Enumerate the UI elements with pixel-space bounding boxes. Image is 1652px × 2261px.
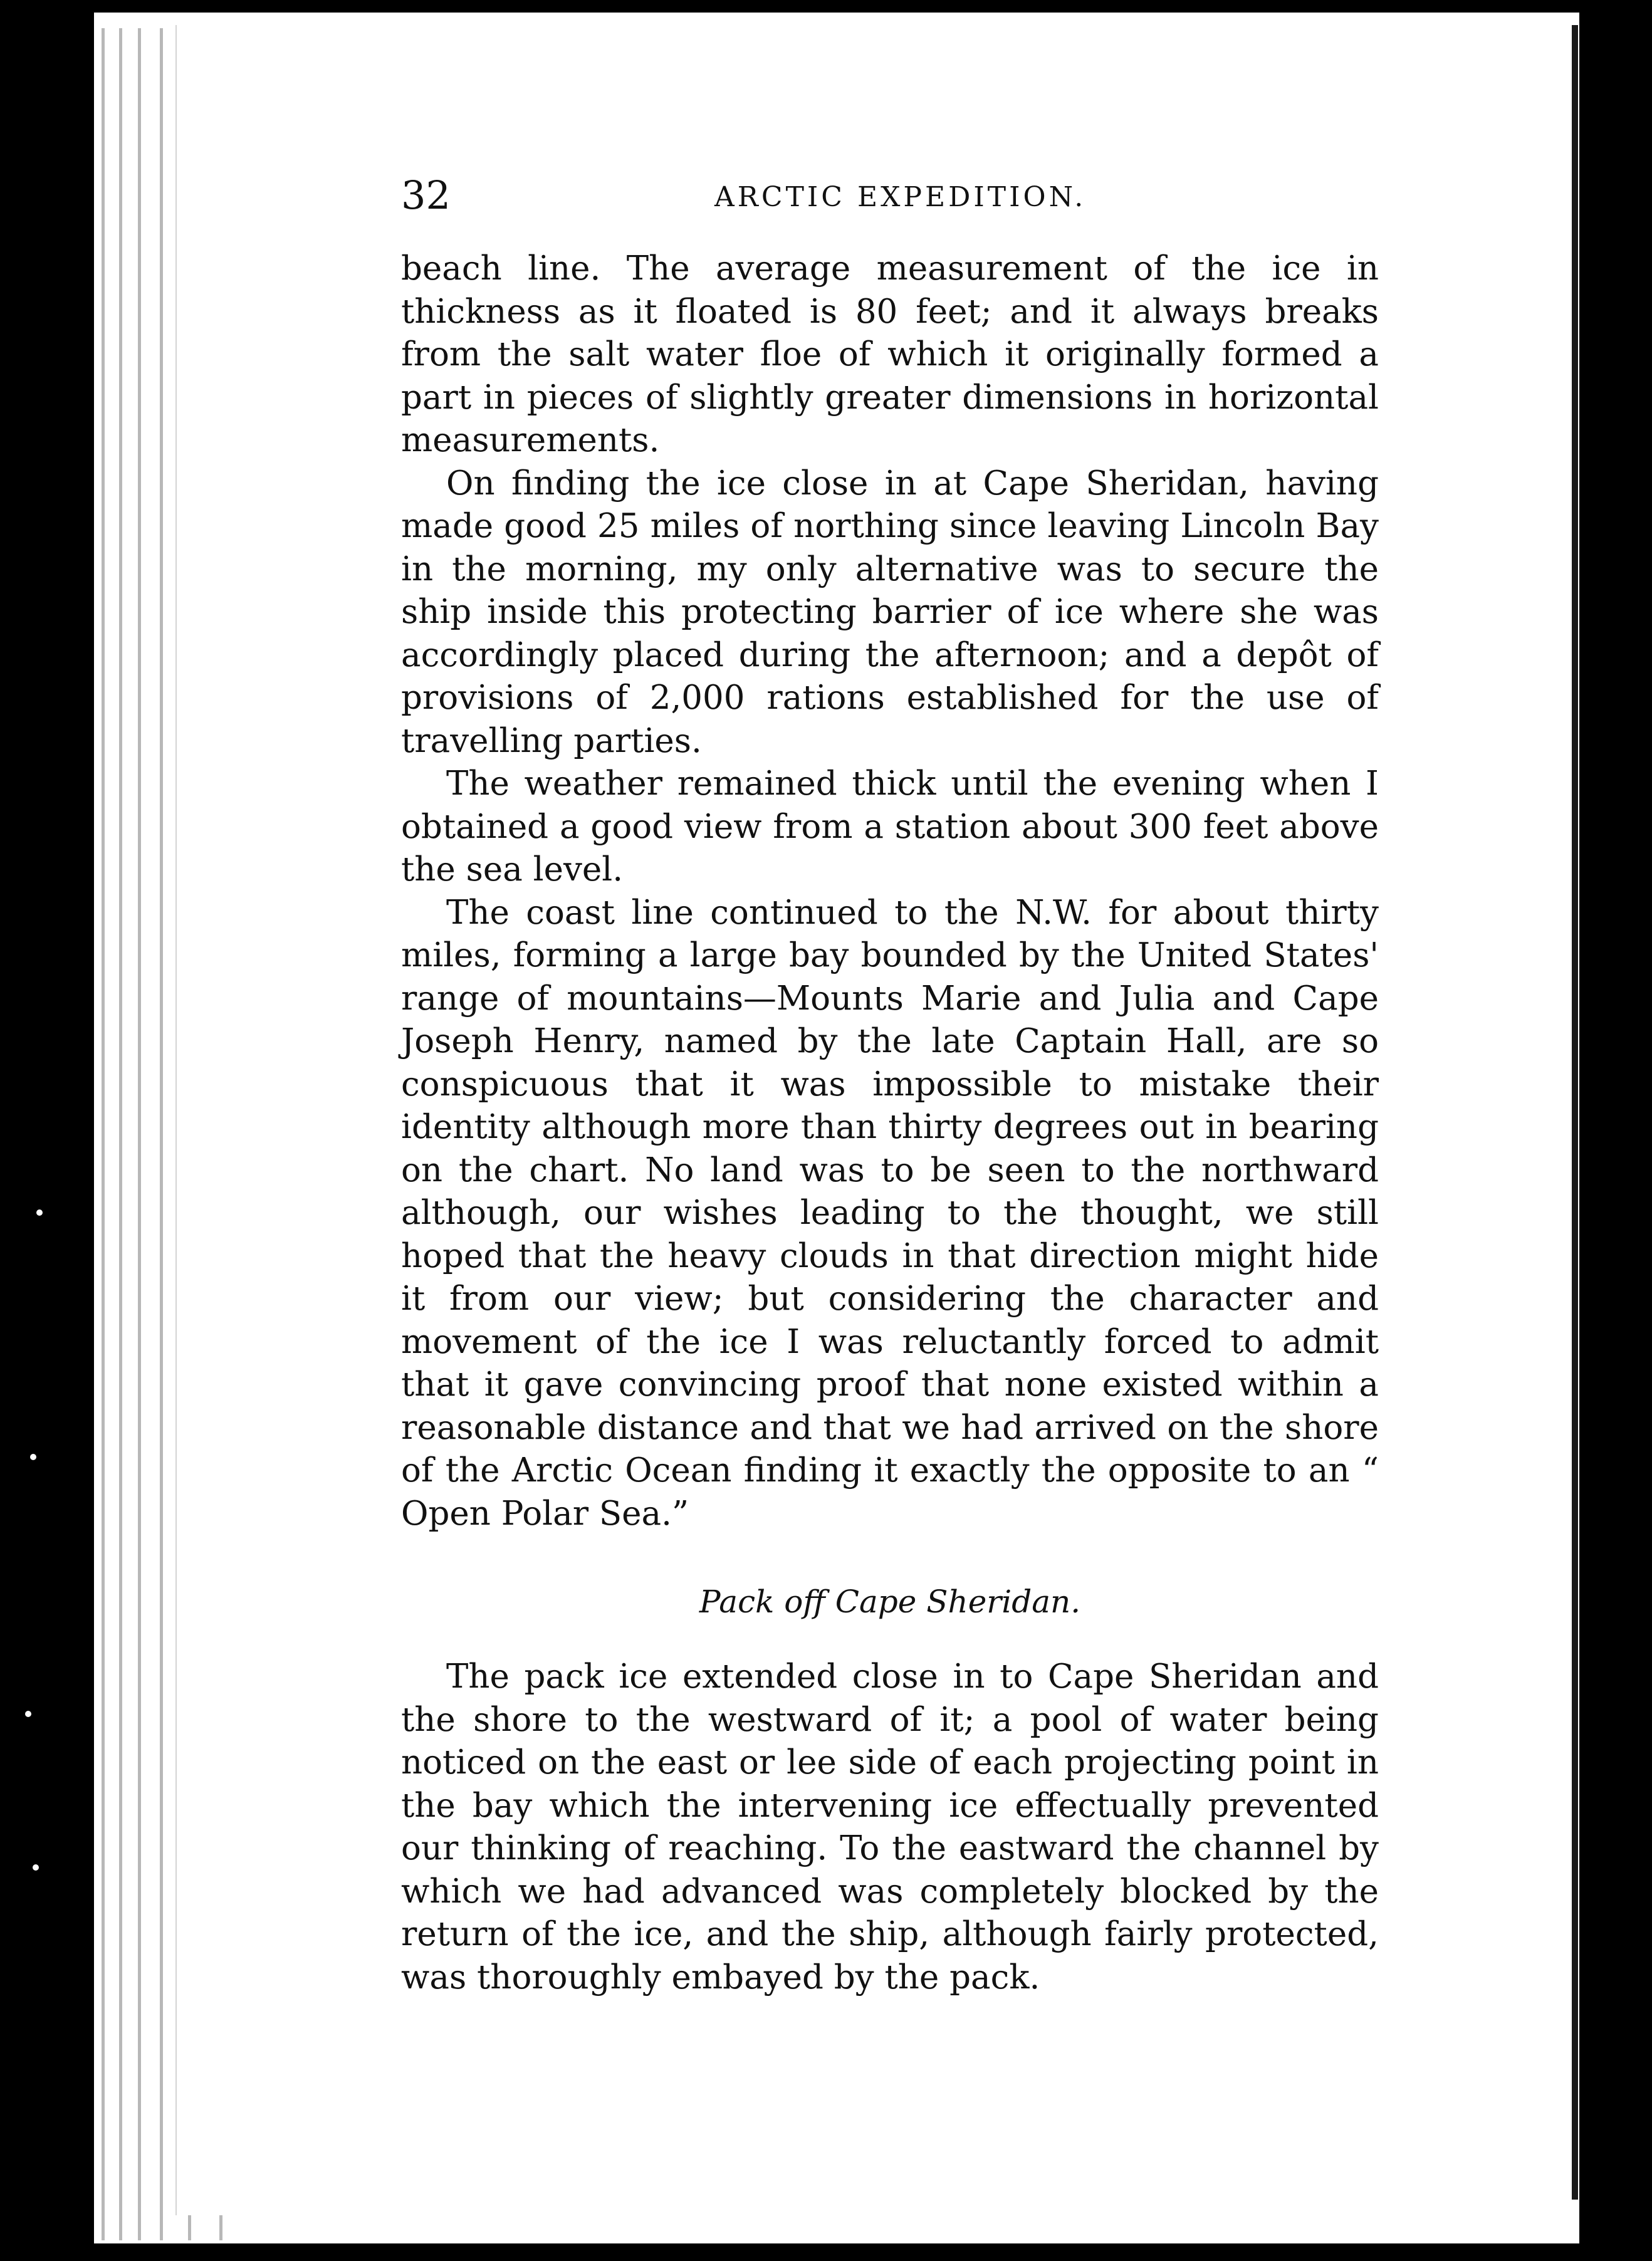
scan-dust-mark bbox=[30, 1454, 36, 1460]
body-text bbox=[401, 248, 1379, 1999]
page-gutter-shadow bbox=[1572, 25, 1578, 2200]
page-edge bbox=[138, 28, 141, 2240]
paragraph: beach line. The average measurement of the ice in thickness as it floated is 80 feet; and it always breaks from the salt water floe of which it originally formed a part in pieces of slightly greater dimensions in horizontal measurements. bbox=[401, 249, 1379, 459]
paragraph: The pack ice extended close in to Cape Sheridan and the shore to the westward of it; a pool of water being noticed on the east or lee side of each projecting point in the bay which the intervening ice effectually prevented our thinking of reaching. To the eastward the channel by which we had advanced was completely blocked by the return of the ice, and the ship, although fairly protected, was thoroughly embayed by the pack. bbox=[401, 1658, 1379, 1997]
paragraph: The coast line continued to the N.W. for about thirty miles, forming a large bay bounded by the United States' range of mountains—Mounts Marie and Julia and Cape Joseph Henry, named by the late Captain Hall, are so conspicuous that it was impossible to mistake their identity although more than thirty degrees out in bearing on the chart. No land was to be seen to the northward although, our wishes leading to the thought, we still hoped that the heavy clouds in that direction might hide it from our view; but considering the character and movement of the ice I was reluctantly forced to admit that it gave convincing proof that none existed within a reasonable distance and that we had arrived on the shore of the Arctic Ocean finding it exactly the opposite to an “ Open Polar Sea.” bbox=[401, 893, 1379, 1533]
page-edge bbox=[102, 28, 105, 2240]
section-heading: Pack off Cape Sheridan. bbox=[699, 1584, 1081, 1620]
running-head bbox=[401, 170, 1404, 233]
page-number: 32 bbox=[401, 172, 451, 218]
page-edge bbox=[119, 28, 122, 2240]
scan-dust-mark bbox=[25, 1711, 31, 1717]
page-edge bbox=[160, 28, 163, 2240]
scan-dust-mark bbox=[36, 1209, 43, 1216]
scan-dust-mark bbox=[33, 1864, 39, 1871]
running-head-title: ARCTIC EXPEDITION. bbox=[714, 181, 1087, 213]
paragraph: The weather remained thick until the evening when I obtained a good view from a station about 300 feet above the sea level. bbox=[401, 765, 1379, 889]
paragraph: On finding the ice close in at Cape Sheridan, having made good 25 miles of northing since leaving Lincoln Bay in the morning, my only alternative was to secure the ship inside this protecting barrier of ice where she was accordingly placed during the afternoon; and a depôt of provisions of 2,000 rations established for the use of travelling parties. bbox=[401, 464, 1379, 760]
